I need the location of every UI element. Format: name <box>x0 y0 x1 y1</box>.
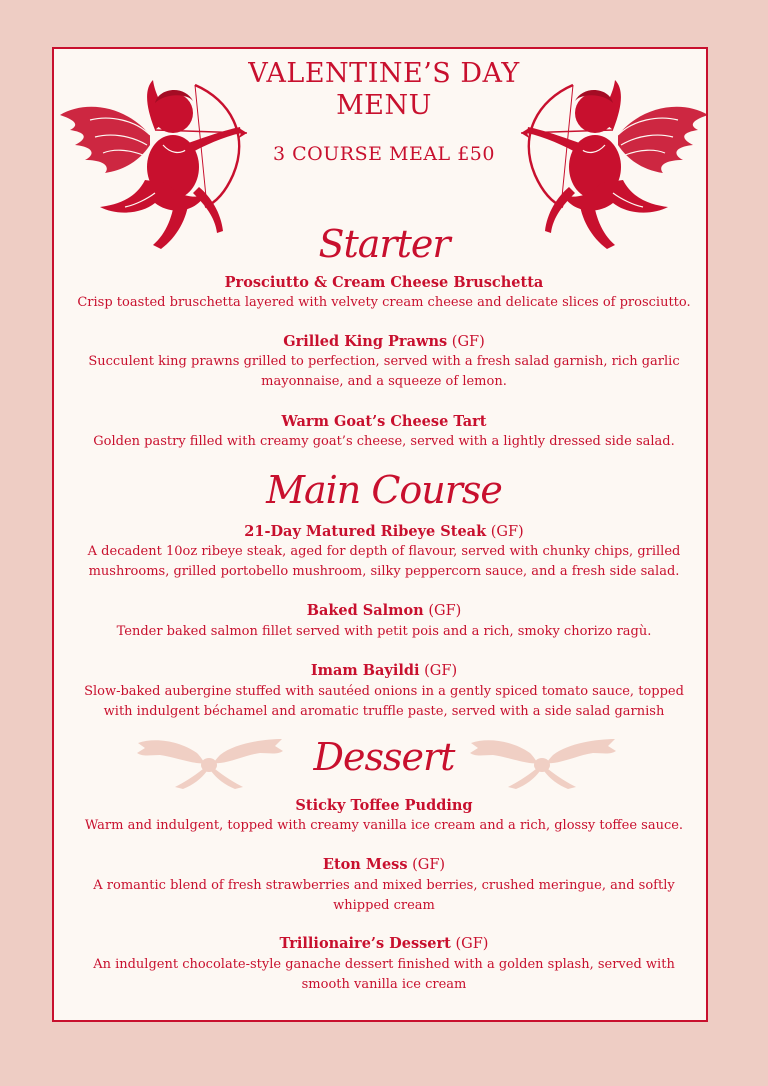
menu-item-desc: Succulent king prawns grilled to perfection, served with a fresh salad garnish, rich garlic mayonnaise, and a squeeze of lemon. <box>88 354 680 389</box>
menu-item-desc: Tender baked salmon fillet served with petit pois and a rich, smoky chorizo ragù. <box>116 624 652 639</box>
menu-item-desc: Crisp toasted bruschetta layered with velvety cream cheese and delicate slices of prosciutto. <box>77 295 691 310</box>
menu-item-desc: Slow-baked aubergine stuffed with sautéed onions in a gently spiced tomato sauce, topped with indulgent béchamel and aromatic truffle paste, served with a side salad garnish <box>84 684 684 719</box>
menu-item-name: Sticky Toffee Pudding <box>295 797 473 814</box>
menu-item-name: Trillionaire’s Dessert (GF) <box>279 935 489 952</box>
menu-item-desc: A decadent 10oz ribeye steak, aged for depth of flavour, served with chunky chips, grilled mushrooms, grilled portobello mushroom, silky peppercorn sauce, and a fresh side salad. <box>87 544 681 579</box>
menu-item-name: Grilled King Prawns (GF) <box>283 333 485 350</box>
menu-item-desc: Golden pastry filled with creamy goat’s cheese, served with a lightly dressed side salad. <box>93 434 675 449</box>
menu-item-name: Baked Salmon (GF) <box>306 602 462 619</box>
menu-title-line2: MENU <box>336 90 432 121</box>
menu-item-name: Eton Mess (GF) <box>322 856 446 873</box>
section-title-main-course: Main Course <box>266 468 502 512</box>
menu-item-desc: An indulgent chocolate-style ganache dessert finished with a golden splash, served with smooth vanilla ice cream <box>93 957 675 992</box>
menu-item-name: 21-Day Matured Ribeye Steak (GF) <box>244 523 524 540</box>
section-title-starter: Starter <box>318 222 450 266</box>
menu-title: VALENTINE’S DAY <box>248 58 520 89</box>
menu-price: 3 COURSE MEAL £50 <box>273 143 495 165</box>
menu-item-desc: A romantic blend of fresh strawberries and mixed berries, crushed meringue, and softly whipped cream <box>93 878 675 913</box>
menu-item-name: Warm Goat’s Cheese Tart <box>281 413 487 430</box>
menu-item-name: Prosciutto & Cream Cheese Bruschetta <box>224 274 544 291</box>
section-title-dessert: Dessert <box>313 735 455 779</box>
menu-item-desc: Warm and indulgent, topped with creamy vanilla ice cream and a rich, glossy toffee sauce. <box>84 818 684 833</box>
menu-item-name: Imam Bayildi (GF) <box>310 662 458 679</box>
